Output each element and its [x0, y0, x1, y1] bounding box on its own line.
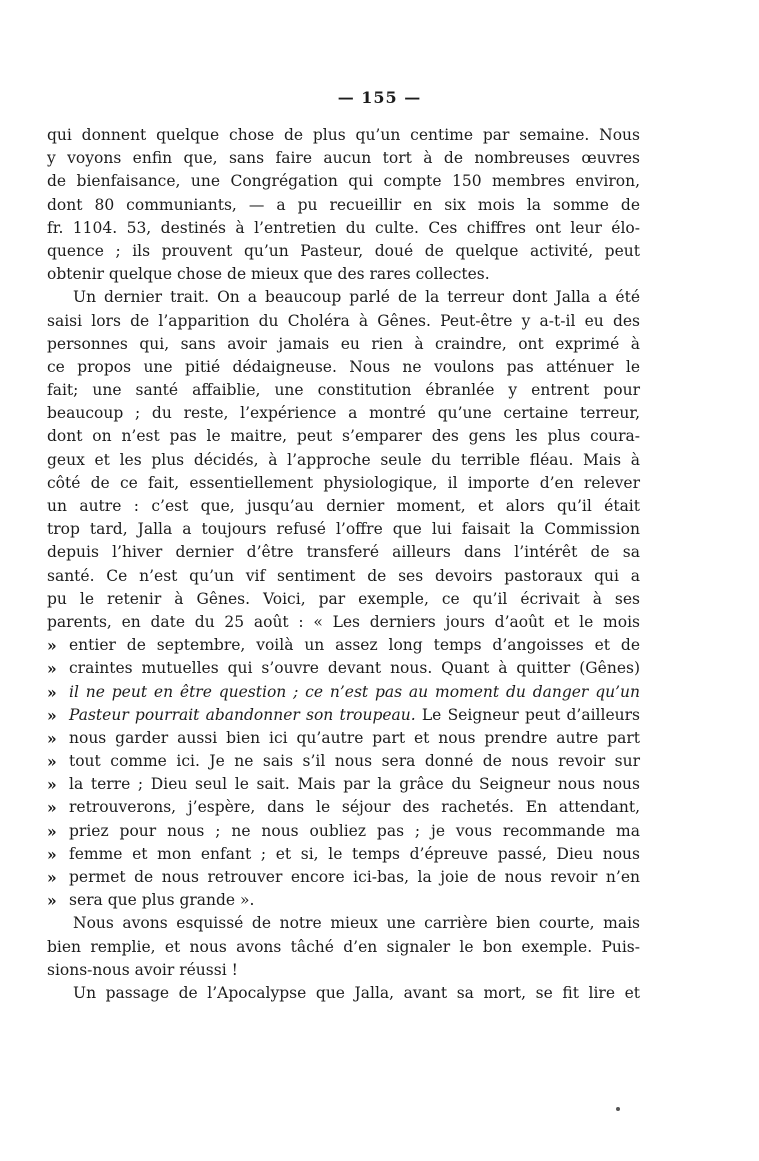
text-line	[47, 820, 640, 843]
text-span: dont on n’est pas le maitre, peut s’emparer des gens les plus coura-	[47, 427, 640, 446]
text-span: beaucoup ; du reste, l’expérience a montré qu’une certaine terreur,	[47, 404, 640, 423]
quote-mark: »	[47, 752, 57, 772]
text-line	[47, 889, 640, 912]
quote-mark: »	[47, 682, 57, 702]
text-span: santé. Ce n’est qu’un vif sentiment de ses devoirs pastoraux qui a	[47, 566, 640, 585]
quote-mark: »	[47, 705, 57, 725]
text-span: fr. 1104. 53, destinés à l’entretien du culte. Ces chiffres ont leur élo-	[47, 218, 640, 237]
ink-speck	[616, 1107, 620, 1111]
text-span: nous garder aussi bien ici qu’autre part et nous prendre autre part	[69, 728, 640, 747]
text-line	[47, 982, 640, 1005]
text-span: personnes qui, sans avoir jamais eu rien à craindre, ont exprimé à	[47, 334, 640, 353]
text-line	[47, 657, 640, 680]
text-line	[47, 194, 640, 217]
text-line	[47, 727, 640, 750]
text-line	[47, 843, 640, 866]
text-span: sions-nous avoir réussi !	[47, 960, 238, 979]
text-line	[47, 449, 640, 472]
text-span: tout comme ici. Je ne sais s’il nous sera donné de nous revoir sur	[69, 752, 640, 771]
text-span: craintes mutuelles qui s’ouvre devant nous. Quant à quitter (Gênes)	[69, 659, 640, 678]
text-span: y voyons enfin que, sans faire aucun tort à de nombreuses œuvres	[47, 149, 640, 168]
text-line	[47, 310, 640, 333]
text-line	[47, 866, 640, 889]
text-line	[47, 912, 640, 935]
italic-text: Pasteur pourrait abandonner son troupeau.	[69, 705, 416, 724]
text-span: ce propos une pitié dédaigneuse. Nous ne voulons pas atténuer le	[47, 357, 640, 376]
text-span: Nous avons esquissé de notre mieux une carrière bien courte, mais	[73, 914, 640, 933]
text-line	[47, 611, 640, 634]
text-span: saisi lors de l’apparition du Choléra à Gênes. Peut-être y a-t-il eu des	[47, 311, 640, 330]
text-span: retrouverons, j’espère, dans le séjour des rachetés. En attendant,	[69, 798, 640, 817]
text-line	[47, 425, 640, 448]
text-span: quence ; ils prouvent qu’un Pasteur, doué de quelque activité, peut	[47, 241, 640, 260]
text-line	[47, 959, 640, 982]
text-span: femme et mon enfant ; et si, le temps d’épreuve passé, Dieu nous	[69, 844, 640, 863]
text-line	[47, 495, 640, 518]
text-line	[47, 472, 640, 495]
quote-mark: »	[47, 821, 57, 841]
text-line	[47, 796, 640, 819]
quote-mark: »	[47, 636, 57, 656]
text-line	[47, 333, 640, 356]
text-span: depuis l’hiver dernier d’être transferé ailleurs dans l’intérêt de sa	[47, 543, 640, 562]
text-line	[47, 750, 640, 773]
text-span: bien remplie, et nous avons tâché d’en signaler le bon exemple. Puis-	[47, 937, 640, 956]
text-line	[47, 402, 640, 425]
text-span: la terre ; Dieu seul le sait. Mais par la grâce du Seigneur nous nous	[69, 775, 640, 794]
text-span: dont 80 communiants, — a pu recueillir en six mois la somme de	[47, 195, 640, 214]
text-span: permet de nous retrouver encore ici-bas, la joie de nous revoir n’en	[69, 868, 640, 886]
text-line	[47, 217, 640, 240]
body-text	[47, 124, 640, 1005]
quote-mark: »	[47, 891, 57, 911]
text-line	[47, 541, 640, 564]
text-line	[47, 681, 640, 704]
text-line	[47, 565, 640, 588]
quote-mark: »	[47, 659, 57, 679]
text-span: pu le retenir à Gênes. Voici, par exemple, ce qu’il écrivait à ses	[47, 589, 640, 608]
text-span: il ne peut en être question ; ce n’est pas au moment du danger qu’un	[69, 682, 640, 701]
text-span: fait; une santé affaiblie, une constitution ébranlée y entrent pour	[47, 381, 640, 400]
quote-mark: »	[47, 798, 57, 818]
text-span: geux et les plus décidés, à l’approche seule du terrible fléau. Mais à	[47, 450, 640, 469]
text-line	[47, 356, 640, 379]
text-span: un autre : c’est que, jusqu’au dernier moment, et alors qu’il était	[47, 497, 640, 515]
text-line	[47, 263, 640, 286]
text-line	[47, 936, 640, 959]
quote-mark: »	[47, 844, 57, 864]
text-span: obtenir quelque chose de mieux que des rares collectes.	[47, 265, 490, 284]
text-span: Un passage de l’Apocalypse que Jalla, avant sa mort, se fit lire et	[73, 983, 640, 1002]
text-span: sera que plus grande ».	[69, 891, 255, 910]
text-span: qui donnent quelque chose de plus qu’un centime par semaine. Nous	[47, 126, 640, 144]
text-line	[47, 379, 640, 402]
text-span: de bienfaisance, une Congrégation qui compte 150 membres environ,	[47, 172, 640, 191]
text-line	[47, 588, 640, 611]
text-line	[47, 170, 640, 193]
text-line	[47, 773, 640, 796]
text-span: côté de ce fait, essentiellement physiologique, il importe d’en relever	[47, 473, 640, 492]
text-line	[47, 704, 640, 727]
quote-mark: »	[47, 728, 57, 748]
text-line	[47, 634, 640, 657]
text-span: entier de septembre, voilà un assez long temps d’angoisses et de	[69, 636, 640, 655]
text-span: priez pour nous ; ne nous oubliez pas ; je vous recommande ma	[69, 821, 640, 840]
quote-mark: »	[47, 775, 57, 795]
text-span: Le Seigneur peut d’ailleurs	[415, 705, 640, 724]
text-span: parents, en date du 25 août : « Les derniers jours d’août et le mois	[47, 612, 640, 631]
text-line	[47, 124, 640, 147]
text-span: Un dernier trait. On a beaucoup parlé de la terreur dont Jalla a été	[73, 288, 640, 307]
quote-mark: »	[47, 868, 57, 887]
text-line	[47, 240, 640, 263]
text-line	[47, 147, 640, 170]
page-number: — 155 —	[337, 88, 422, 107]
text-line	[47, 518, 640, 541]
text-line	[47, 286, 640, 309]
text-span: trop tard, Jalla a toujours refusé l’offre que lui faisait la Commission	[47, 520, 640, 539]
